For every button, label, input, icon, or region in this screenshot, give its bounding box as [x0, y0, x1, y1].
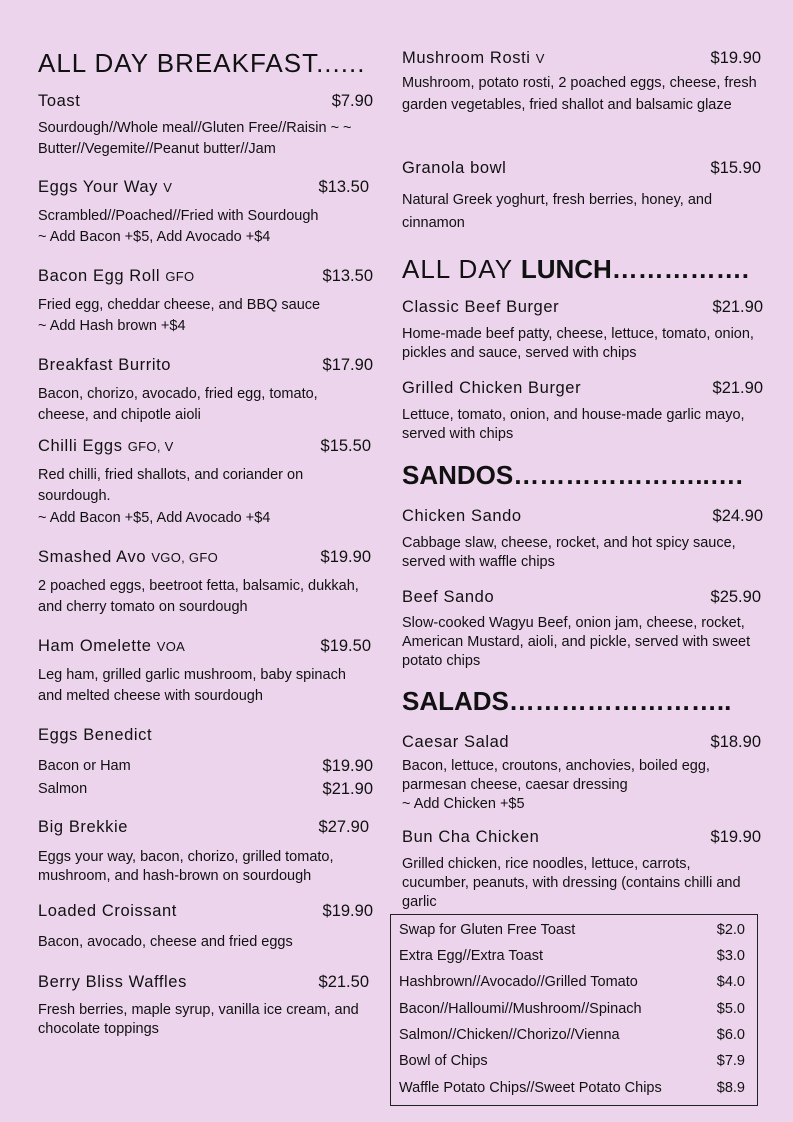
extra-name: Bacon//Halloumi//Mushroom//Spinach [399, 1001, 642, 1017]
item-desc: Bacon, lettuce, croutons, anchovies, boiled egg, parmesan cheese, caesar dressing [402, 758, 710, 793]
item-name: Granola bowl [402, 159, 507, 177]
item-desc: Slow-cooked Wagyu Beef, onion jam, cheese, rocket, American Mustard, aioli, and pickle, served with sweet potato chips [402, 615, 751, 669]
extra-name: Bowl of Chips [399, 1053, 488, 1069]
item-desc: Eggs your way, bacon, chorizo, grilled tomato, mushroom, and hash-brown on sourdough [38, 849, 334, 884]
extra-name: Salmon//Chicken//Chorizo//Vienna [399, 1027, 620, 1043]
extra-name: Extra Egg//Extra Toast [399, 948, 543, 964]
extra-price: $7.9 [716, 1053, 745, 1069]
item-desc: Fresh berries, maple syrup, vanilla ice cream, and chocolate toppings [38, 1002, 359, 1037]
item-price: $7.90 [331, 92, 373, 110]
item-tag: VOA [156, 639, 186, 654]
item-name: Eggs Benedict [38, 726, 153, 744]
item-name: Chilli Eggs GFO, V [38, 437, 174, 455]
item-price: $17.90 [322, 356, 373, 374]
item-desc: Bacon, chorizo, avocado, fried egg, tomato, cheese, and chipotle aioli [38, 386, 318, 423]
item-desc-extra: ~ Add Bacon +$5, Add Avocado +$4 [38, 510, 271, 526]
item-name: Smashed Avo VGO, GFO [38, 548, 218, 566]
item-name: Toast [38, 92, 81, 110]
salads-heading: SALADS…………………….. [402, 686, 732, 716]
item-price: $19.90 [322, 902, 373, 920]
item-tag: V [163, 180, 173, 195]
item-desc: Leg ham, grilled garlic mushroom, baby spinach and melted cheese with sourdough [38, 667, 346, 704]
item-name: Bun Cha Chicken [402, 828, 540, 846]
item-name: Big Brekkie [38, 818, 129, 836]
item-name: Eggs Your Way V [38, 178, 173, 196]
item-name: Berry Bliss Waffles [38, 973, 187, 991]
item-price: $24.90 [712, 507, 763, 525]
extra-price: $4.0 [716, 974, 745, 990]
item-name: Beef Sando [402, 588, 495, 606]
item-price: $21.50 [318, 973, 369, 991]
item-name: Chicken Sando [402, 507, 522, 525]
extra-price: $8.9 [716, 1080, 745, 1096]
item-price: $19.90 [710, 828, 761, 846]
item-desc-extra: ~ Add Hash brown +$4 [38, 318, 186, 334]
extra-price: $3.0 [716, 948, 745, 964]
item-name: Caesar Salad [402, 733, 510, 751]
extra-price: $6.0 [716, 1027, 745, 1043]
item-name: Grilled Chicken Burger [402, 379, 582, 397]
item-desc: Home-made beef patty, cheese, lettuce, tomato, onion, pickles and sauce, served with chips [402, 326, 754, 361]
sandos-heading: SANDOS…………………..…. [402, 460, 743, 490]
item-price: $13.50 [322, 267, 373, 285]
extra-price: $2.0 [716, 922, 745, 938]
extra-name: Hashbrown//Avocado//Grilled Tomato [399, 974, 638, 990]
item-price: $27.90 [318, 818, 369, 836]
item-desc: Red chilli, fried shallots, and coriander on sourdough. [38, 467, 304, 504]
item-name: Classic Beef Burger [402, 298, 560, 316]
option-name: Bacon or Ham [38, 758, 131, 774]
item-desc: Grilled chicken, rice noodles, lettuce, carrots, cucumber, peanuts, with dressing (contains chilli and garlic [402, 856, 741, 910]
item-tag: GFO, V [127, 439, 174, 454]
item-desc-extra: ~ Add Bacon +$5, Add Avocado +$4 [38, 229, 271, 245]
item-desc: Fried egg, cheddar cheese, and BBQ sauce [38, 297, 321, 313]
item-desc: Lettuce, tomato, onion, and house-made garlic mayo, served with chips [402, 407, 745, 442]
item-tag: VGO, GFO [151, 550, 218, 565]
item-price: $15.50 [320, 437, 371, 455]
item-price: $25.90 [710, 588, 761, 606]
item-price: $15.90 [710, 159, 761, 177]
item-desc: Sourdough//Whole meal//Gluten Free//Raisin ~ ~ Butter//Vegemite//Peanut butter//Jam [38, 120, 352, 157]
item-name: Mushroom Rosti V [402, 49, 545, 67]
lunch-heading: ALL DAY LUNCH……………. [402, 254, 750, 284]
item-desc: 2 poached eggs, beetroot fetta, balsamic, dukkah, and cherry tomato on sourdough [38, 578, 359, 615]
item-desc: Scrambled//Poached//Fried with Sourdough [38, 208, 319, 224]
item-price: $18.90 [710, 733, 761, 751]
breakfast-heading: ALL DAY BREAKFAST...... [38, 48, 366, 78]
item-price: $19.90 [320, 548, 371, 566]
item-tag: GFO [165, 269, 195, 284]
item-price: $19.90 [710, 49, 761, 67]
item-price: $19.50 [320, 637, 371, 655]
item-price: $21.90 [712, 298, 763, 316]
item-price: $13.50 [318, 178, 369, 196]
item-name: Breakfast Burrito [38, 356, 172, 374]
option-name: Salmon [38, 781, 88, 797]
item-name: Ham Omelette VOA [38, 637, 186, 655]
extra-price: $5.0 [716, 1001, 745, 1017]
extra-name: Swap for Gluten Free Toast [399, 922, 576, 938]
item-desc: Bacon, avocado, cheese and fried eggs [38, 934, 293, 950]
item-desc: Cabbage slaw, cheese, rocket, and hot spicy sauce, served with waffle chips [402, 535, 736, 570]
item-desc: Natural Greek yoghurt, fresh berries, honey, and cinnamon [402, 192, 713, 231]
extra-name: Waffle Potato Chips//Sweet Potato Chips [399, 1080, 662, 1096]
item-price: $21.90 [712, 379, 763, 397]
item-tag: V [535, 51, 545, 66]
item-desc-extra: ~ Add Chicken +$5 [402, 796, 525, 812]
item-desc: Mushroom, potato rosti, 2 poached eggs, cheese, fresh garden vegetables, fried shallot and balsamic glaze [402, 75, 757, 113]
option-price: $19.90 [322, 757, 373, 775]
item-name: Bacon Egg Roll GFO [38, 267, 195, 285]
option-price: $21.90 [322, 780, 373, 798]
item-name: Loaded Croissant [38, 902, 177, 920]
